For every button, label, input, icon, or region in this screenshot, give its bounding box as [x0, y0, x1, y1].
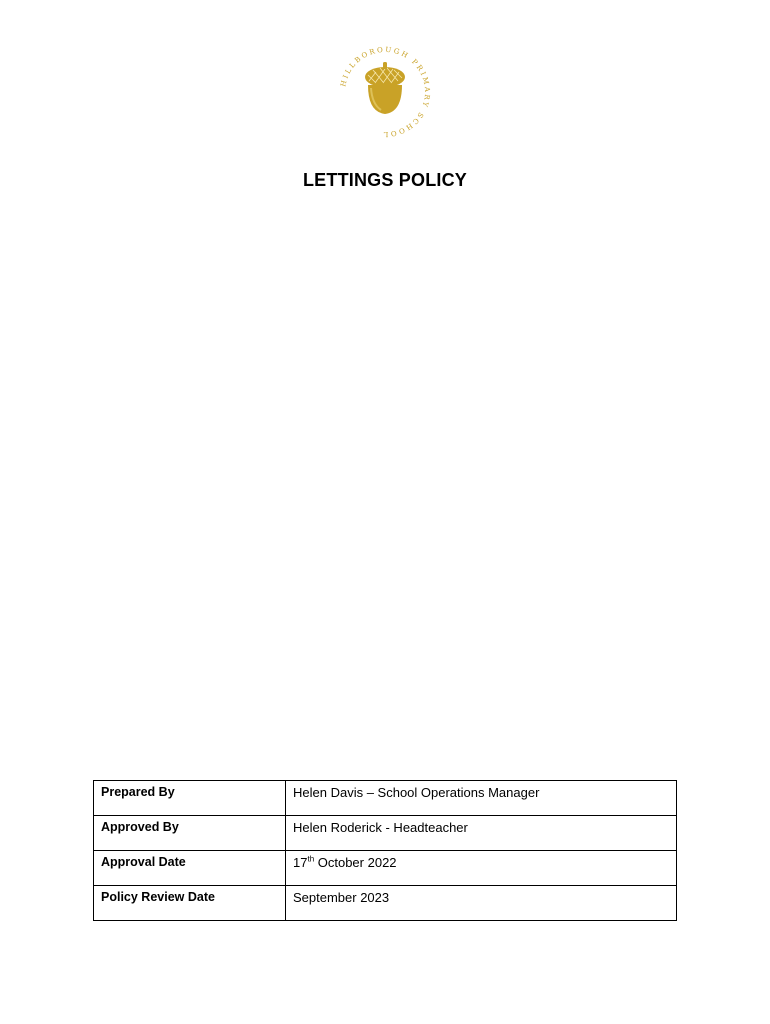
table-row	[94, 851, 677, 886]
prepared-by-label: Prepared By	[94, 781, 286, 816]
approved-by-label: Approved By	[94, 816, 286, 851]
approved-by-value: Helen Roderick - Headteacher	[286, 816, 677, 851]
acorn-icon	[335, 42, 435, 142]
table-row	[94, 816, 677, 851]
table-row	[94, 781, 677, 816]
policy-review-date-label: Policy Review Date	[94, 886, 286, 921]
approval-date-day: 17	[293, 855, 308, 870]
page-title: LETTINGS POLICY	[302, 170, 467, 190]
prepared-by-value: Helen Davis – School Operations Manager	[286, 781, 677, 816]
logo-ring-text: HILLBOROUGH PRIMARY SCHOOL	[339, 45, 432, 139]
policy-review-date-value: September 2023	[286, 886, 677, 921]
approval-date-month-year: October 2022	[314, 855, 397, 870]
school-logo	[335, 42, 435, 142]
approval-date-value	[286, 851, 677, 886]
approval-date-label: Approval Date	[94, 851, 286, 886]
table-row	[94, 886, 677, 921]
approval-date-ordinal: th	[307, 854, 315, 864]
document-info-table	[93, 780, 677, 921]
